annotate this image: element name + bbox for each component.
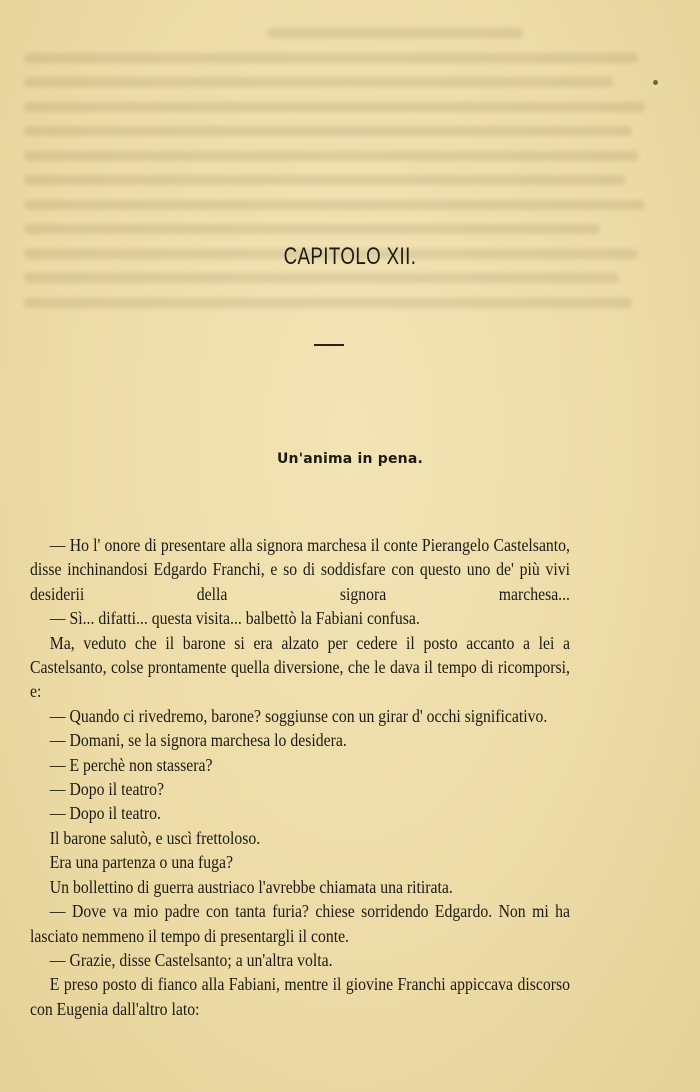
paragraph: — Sì... difatti... questa visita... balbettò la Fabiani confusa. (49, 608, 420, 629)
paragraph: — Quando ci rivedremo, barone? soggiunse con un girar d' occhi significativo. (49, 705, 548, 726)
paragraph: Ma, veduto che il barone si era alzato per cedere il posto accanto a lei a Castelsanto, colse prontamente quella diversione, che le dava il tempo di ricomporsi, e: (30, 632, 571, 702)
bleed-through-text (24, 28, 664, 328)
paragraph: E preso posto di fianco alla Fabiani, mentre il giovine Franchi appiccava discorso con Eugenia dall'altro lato: (30, 974, 571, 1019)
paragraph: — Dopo il teatro. (49, 803, 161, 824)
paragraph: — Dove va mio padre con tanta furia? chiese sorridendo Edgardo. Non mi ha lasciato nemmeno il tempo di presentargli il conte. (30, 901, 571, 946)
paragraph: Il barone salutò, e uscì frettoloso. (49, 827, 261, 848)
ink-speck (653, 80, 658, 85)
divider-rule (314, 344, 344, 346)
paragraph: Un bollettino di guerra austriaco l'avrebbe chiamata una ritirata. (49, 876, 453, 897)
paragraph: — Ho l' onore di presentare alla signora marchesa il conte Pierangelo Castelsanto, disse inchinandosi Edgardo Franchi, e so di soddisfare con questo uno de' più vivi desiderii della signora marchesa... (30, 535, 571, 604)
chapter-heading: CAPITOLO XII. (283, 243, 417, 270)
body-text (30, 533, 570, 1021)
chapter-subtitle: Un'anima in pena. (276, 451, 424, 467)
paragraph: — E perchè non stassera? (49, 754, 213, 775)
paragraph: — Domani, se la signora marchesa lo desidera. (49, 730, 347, 751)
paragraph: — Dopo il teatro? (49, 779, 164, 800)
paragraph: Era una partenza o una fuga? (49, 852, 234, 873)
paragraph: — Grazie, disse Castelsanto; a un'altra volta. (49, 949, 333, 970)
